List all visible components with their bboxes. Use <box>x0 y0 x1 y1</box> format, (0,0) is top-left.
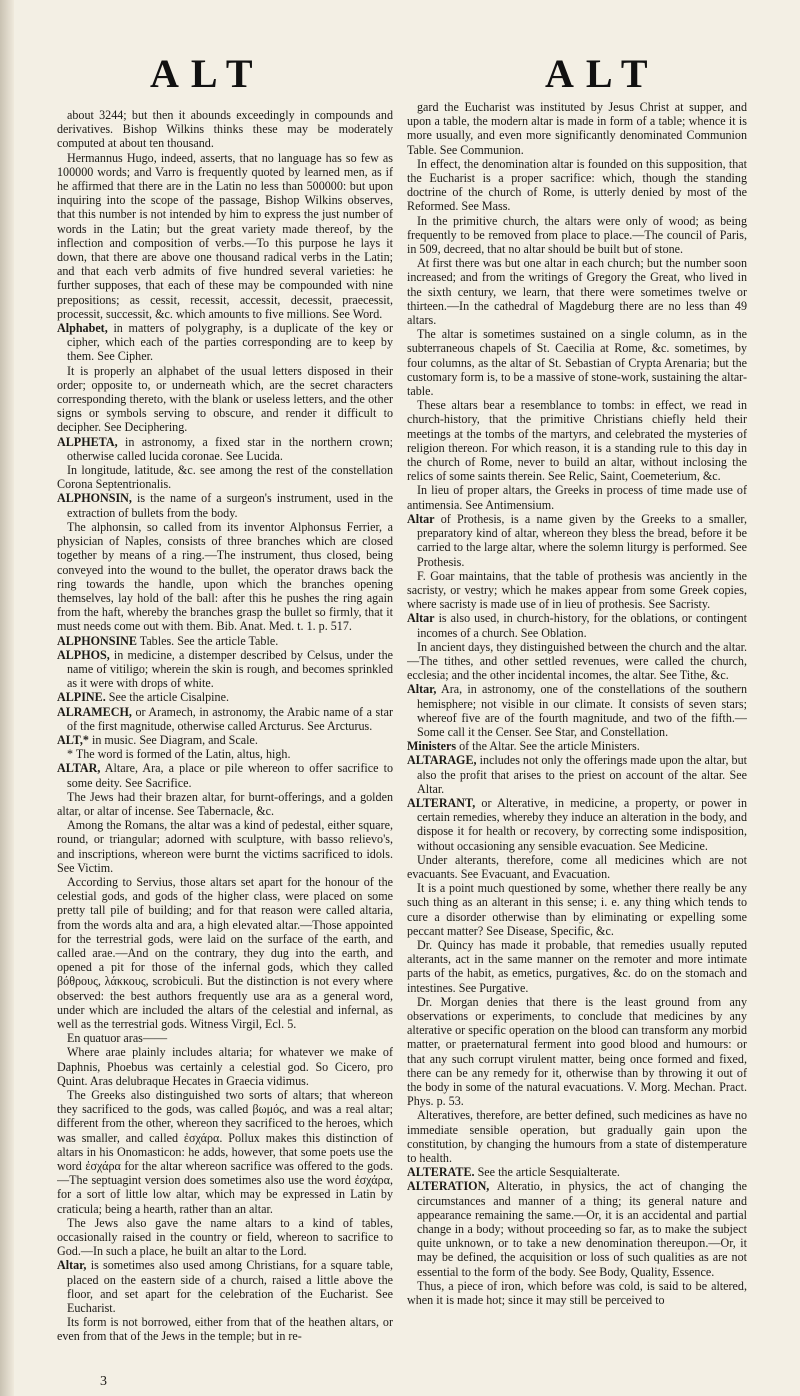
signature-mark: 3 <box>100 1374 107 1389</box>
entry-text: In lieu of proper altars, the Greeks in process of time made use of antimensia. See Antimensium. <box>407 483 747 512</box>
entry-text: includes not only the offerings made upon the altar, but also the profit that arises to the priest on account of the altar. See Altar. <box>417 753 747 796</box>
entry-text: En quatuor aras—— <box>67 1031 168 1046</box>
entry-text: in matters of polygraphy, is a duplicate of the key or cipher, which each of the parties corresponding are to keep by them. See Cipher. <box>67 321 393 364</box>
headword: ALTERANT, <box>407 795 476 810</box>
entry-text: In longitude, latitude, &c. see among the rest of the constellation Corona Septentrionalis. <box>57 463 393 492</box>
running-head-right: ALT <box>545 51 660 96</box>
headword: ALPHONSINE <box>57 633 137 648</box>
entry-paragraph <box>57 364 393 435</box>
entry-text: Dr. Morgan denies that there is the least ground from any observations or experiments, to conclude that medicines by any alterative or specific operation on the blood can transform any morbid matter, or praeternatural ferment into good blood and humours: or that any such corrupt virulent matter, being once formed and fixed, there can be any remedy for it, otherwise than by throwing it out of the body in some of the natural evacuations. V. Morg. Mechan. Pract. Phys. p. 53. <box>407 994 747 1109</box>
entry-text: Alteratives, therefore, are better defined, such medicines as have no immediate sensible operation, but gradually gain upon the constitution, by changing the humours from a state of distemperature to health. <box>407 1108 747 1166</box>
entry-text: is also used, in church-history, for the oblations, or contingent incomes of a church. See Oblation. <box>417 611 747 640</box>
entry-paragraph <box>407 483 747 511</box>
entry-paragraph <box>57 108 393 151</box>
dictionary-entry <box>57 435 393 463</box>
dictionary-entry <box>407 1165 747 1179</box>
entry-paragraph <box>57 520 393 634</box>
entry-paragraph <box>57 818 393 875</box>
entry-text: Under alterants, therefore, come all medicines which are not evacuants. See Evacuant, and Evacuation. <box>407 852 747 881</box>
entry-text: Hermannus Hugo, indeed, asserts, that no language has so few as 100000 words; and Varro is frequently quoted by learned men, as if he affirmed that there are in the Latin no less than 500000: but upon inquiring into the scope of the passage, Bishop Wilkins observes, that this number is not intended by him to express the just number of words in the Latin; but the great variety made thereof, by the inflection and composition of verbs.—To this purpose he lays it down, that there are above one thousand radical verbs in the Latin; and that each verb admits of five hundred several varieties: he further supposes, that each of these may be compounded with nine prepositions; as cessit, recessit, accessit, decessit, praecessit, processit, successit, &c. which amounts to five millions. See Word. <box>57 150 393 321</box>
entry-text: or Alterative, in medicine, a property, or power in certain remedies, whereby they induce an alteration in the body, and dispose it for health or recovery, by correcting some indisposition, without occasioning any sensible evacuation. See Medicine. <box>417 795 747 853</box>
entry-paragraph <box>57 1315 393 1343</box>
entry-text: The Jews also gave the name altars to a kind of tables, occasionally raised in the country or field, whereon to sacrifice to God.—In such a place, he built an altar to the Lord. <box>57 1215 393 1259</box>
entry-paragraph <box>407 327 747 398</box>
headword: ALPINE. <box>57 690 106 705</box>
headword: Altar <box>407 611 435 626</box>
entry-paragraph <box>407 853 747 881</box>
dictionary-entry <box>57 634 393 648</box>
entry-text: Dr. Quincy has made it probable, that remedies usually reputed alterants, act in the same manner on the remoter and more intimate parts of the habit, as emetics, purgatives, &c. do on the stomach and intestines. See Purgative. <box>407 937 747 995</box>
entry-paragraph <box>407 157 747 214</box>
headword: ALTAR, <box>57 761 101 776</box>
dictionary-entry <box>57 648 393 691</box>
headword: ALTARAGE, <box>407 753 477 768</box>
entry-paragraph <box>57 790 393 818</box>
entry-text: is the name of a surgeon's instrument, used in the extraction of bullets from the body. <box>67 491 393 520</box>
entry-text: Among the Romans, the altar was a kind of pedestal, either square, round, or triangular; adorned with sculpture, with basso relievo's, and inscriptions, whereon were burnt the victims sacrificed to idols. See Victim. <box>57 818 393 875</box>
entry-text: Alteratio, in physics, the act of changing the circumstances and manner of a thing; its general nature and appearance remaining the same.—Or, it is an accidental and partial change in a body; without proceeding so far, as to make the subject quite unknown, or to take a new denomination thereupon.—Or, it may be defined, the acquisition or loss of such qualities as are not essential to the form of the body. See Body, Quality, Essence. <box>417 1179 747 1279</box>
entry-paragraph <box>407 1108 747 1165</box>
dictionary-entry <box>407 753 747 796</box>
entry-paragraph <box>57 1031 393 1045</box>
headword: ALPHETA, <box>57 434 118 449</box>
headword: Alphabet, <box>57 321 108 336</box>
dictionary-entry <box>57 733 393 747</box>
dictionary-entry <box>57 1258 393 1315</box>
binding-gutter <box>0 0 14 1396</box>
entry-text: Where arae plainly includes altaria; for whatever we make of Daphnis, Phoebus was certainly a celestial god. So Cicero, pro Quint. Aras delubraque Hecates in Graecia vidimus. <box>57 1045 393 1088</box>
dictionary-entry <box>407 796 747 853</box>
entry-text: of the Altar. See the article Ministers. <box>456 739 640 754</box>
entry-paragraph <box>57 1088 393 1216</box>
dictionary-entry <box>407 739 747 753</box>
dictionary-entry <box>407 682 747 739</box>
entry-text: See the article Sesquialterate. <box>474 1165 620 1180</box>
dictionary-entry <box>57 705 393 733</box>
entry-text: is sometimes also used among Christians, for a square table, placed on the eastern side of a church, raised a little above the floor, and set apart for the celebration of the Eucharist. See Eucharist. <box>67 1258 393 1316</box>
entry-text: in music. See Diagram, and Scale. <box>88 732 258 747</box>
dictionary-entry <box>407 1179 747 1278</box>
headword: ALPHONSIN, <box>57 491 132 506</box>
headword: ALPHOS, <box>57 647 110 662</box>
entry-text: In effect, the denomination altar is founded on this supposition, that the Eucharist is a proper sacrifice: which, though the standing doctrine of the church of Rome, is utterly denied by most of the Reformed. See Mass. <box>407 156 747 214</box>
entry-text: In the primitive church, the altars were only of wood; as being frequently to be removed from place to place.—The council of Paris, in 509, decreed, that no altar should be built but of stone. <box>407 213 747 257</box>
entry-paragraph <box>407 256 747 327</box>
entry-text: Altare, Ara, a place or pile whereon to offer sacrifice to some deity. See Sacrifice. <box>67 761 393 790</box>
entry-paragraph <box>407 640 747 683</box>
dictionary-entry <box>407 512 747 569</box>
entry-text: The alphonsin, so called from its inventor Alphonsus Ferrier, a physician of Naples, consists of three branches which are closed together by means of a ring.—The instrument, thus closed, being conveyed into the wound to the bullet, the operator draws back the ring towards the handle, upon which the branches opening themselves, lay hold of the ball: after this he pushes the ring again from the haft, whereby the branches grasp the bullet so firmly, that it must needs come out with them. Bib. Anat. Med. t. 1. p. 517. <box>57 519 393 634</box>
entry-text: The altar is sometimes sustained on a single column, as in the subterraneous chapels of St. Caecilia at Rome, &c. sometimes, by four columns, as the altar of St. Sebastian of Crypta Arenaria; but the customary form is, to be a massive of stone-work, sustaining the altar-table. <box>407 327 747 399</box>
entry-text: These altars bear a resemblance to tombs: in effect, we read in church-history, that the primitive Christians chiefly held their meetings at the tombs of the martyrs, and celebrated the mysteries of religion thereon. For which reason, it is a standing rule to this day in the church of Rome, never to build an altar, without inclosing the relics of some saints therein. See Relic, Saint, Coemeterium, &c. <box>407 398 747 484</box>
entry-paragraph <box>57 463 393 491</box>
entry-text: It is a point much questioned by some, whether there really be any such thing as an alterant in this sense; i. e. any thing which tends to cure a disorder otherwise than by eliminating or expelling some peccant matter? See Disease, Specific, &c. <box>407 881 747 938</box>
dictionary-entry <box>57 690 393 704</box>
entry-paragraph <box>57 1216 393 1259</box>
entry-text: gard the Eucharist was instituted by Jesus Christ at supper, and upon a table, the modern altar is made in form of a table; whence it is more usually, and even more significantly denominated Communion Table. See Communion. <box>407 100 747 157</box>
entry-text: about 3244; but then it abounds exceedingly in compounds and derivatives. Bishop Wilkins thinks these may be moderately computed at about ten thousand. <box>57 108 393 151</box>
headword: ALRAMECH, <box>57 704 132 719</box>
entry-text: or Aramech, in astronomy, the Arabic name of a star of the first magnitude, otherwise called Arcturus. See Arcturus. <box>67 704 393 733</box>
entry-text: In ancient days, they distinguished between the church and the altar.—The tithes, and other settled revenues, were called the church, ecclesia; and the other incidental incomes, the altar. See Tithe, &c. <box>407 639 747 683</box>
entry-paragraph <box>57 747 393 761</box>
dictionary-entry <box>57 761 393 789</box>
entry-text: Tables. See the article Table. <box>136 633 279 648</box>
entry-text: Its form is not borrowed, either from that of the heathen altars, or even from that of the Jews in the temple; but in re- <box>57 1315 393 1344</box>
headword: ALT,* <box>57 732 89 747</box>
entry-text: in medicine, a distemper described by Celsus, under the name of vitiligo; wherein the skin is rough, and becomes sprinkled as it were with drops of white. <box>67 647 393 691</box>
headword: Altar, <box>407 682 437 697</box>
headword: Altar <box>407 511 435 526</box>
entry-text: * The word is formed of the Latin, altus, high. <box>67 747 291 762</box>
entry-paragraph <box>407 1279 747 1307</box>
dictionary-entry <box>57 321 393 364</box>
headword: ALTERATE. <box>407 1165 475 1180</box>
right-column <box>407 100 747 1370</box>
left-column <box>57 108 393 1378</box>
entry-text: The Greeks also distinguished two sorts of altars; that whereon they sacrificed to the gods, was called βωμός, and was a real altar; different from the other, whereon they sacrificed to the heroes, which was smaller, and called ἐσχάρα. Pollux makes this distinction of altars in his Onomasticon: he adds, however, that some poets use the word ἐσχάρα for the altar whereon sacrifice was offered to the gods.—The septuagint version does sometimes also use the word ἐσχάρα, for a sort of little low altar, which may be expressed in Latin by craticula; being a hearth, rather than an altar. <box>57 1088 393 1216</box>
headword: Altar, <box>57 1258 87 1273</box>
entry-text: Ara, in astronomy, one of the constellations of the southern hemisphere; not visible in our climate. It consists of seven stars; whereof five are of the fourth magnitude, and two of the fifth.—Some call it the Censer. See Star, and Constellation. <box>417 682 747 739</box>
entry-paragraph <box>407 938 747 995</box>
entry-paragraph <box>407 569 747 612</box>
entry-paragraph <box>57 151 393 321</box>
entry-paragraph <box>57 1045 393 1088</box>
running-head-left: ALT <box>150 51 265 96</box>
entry-text: in astronomy, a fixed star in the northern crown; otherwise called lucida coronae. See Lucida. <box>67 434 393 463</box>
entry-text: F. Goar maintains, that the table of prothesis was anciently in the sacristy, or vestry; which he makes appear from some Greek copies, where sacristy is made use of in lieu of prothesis. See Sacristy. <box>407 568 747 612</box>
entry-text: At first there was but one altar in each church; but the number soon increased; and from the writings of Gregory the Great, who lived in the sixth century, we learn, that there were sometimes twelve or thirteen.—In the cathedral of Magdeburg there are no less than 49 altars. <box>407 256 747 328</box>
entry-text: The Jews had their brazen altar, for burnt-offerings, and a golden altar, or altar of incense. See Tabernacle, &c. <box>57 789 393 818</box>
entry-text: of Prothesis, is a name given by the Greeks to a smaller, preparatory kind of altar, whereon they bless the bread, before it be carried to the large altar, where the solemn liturgy is performed. See Prothesis. <box>417 511 747 569</box>
entry-paragraph <box>407 214 747 257</box>
entry-paragraph <box>407 881 747 938</box>
dictionary-entry <box>407 611 747 639</box>
dictionary-entry <box>57 491 393 519</box>
entry-paragraph <box>407 100 747 157</box>
entry-paragraph <box>407 995 747 1109</box>
entry-text: Thus, a piece of iron, which before was cold, is said to be altered, when it is made hot; since it may still be perceived to <box>407 1278 747 1308</box>
headword: ALTERATION, <box>407 1179 490 1194</box>
entry-text: It is properly an alphabet of the usual letters disposed in their order; opposite to, or underneath which, are the secret characters corresponding thereto, with the blank or useless letters, and the other signs or symbols serving to obscure, and render it difficult to decipher. See Deciphering. <box>57 363 393 435</box>
entry-paragraph <box>57 875 393 1031</box>
headword: Ministers <box>407 739 457 754</box>
entry-text: See the article Cisalpine. <box>105 690 229 705</box>
entry-text: According to Servius, those altars set apart for the honour of the celestial gods, and gods of the higher class, were placed on some pretty tall pile of building; and for that reason were called altaria, from the words alta and ara, a high elevated altar.—Those appointed for the terrestrial gods, were laid on the surface of the earth, and called arae.—And on the contrary, they dug into the earth, and opened a pit for those of the infernal gods, which they called βόθρους, λάκκους, scrobiculi. But the distinction is not every where observed: the best authors frequently use ara as a general word, under which are included the altars of the celestial and infernal, as well as the terrestrial gods. Witness Virgil, Ecl. 5. <box>57 874 393 1031</box>
entry-paragraph <box>407 398 747 483</box>
